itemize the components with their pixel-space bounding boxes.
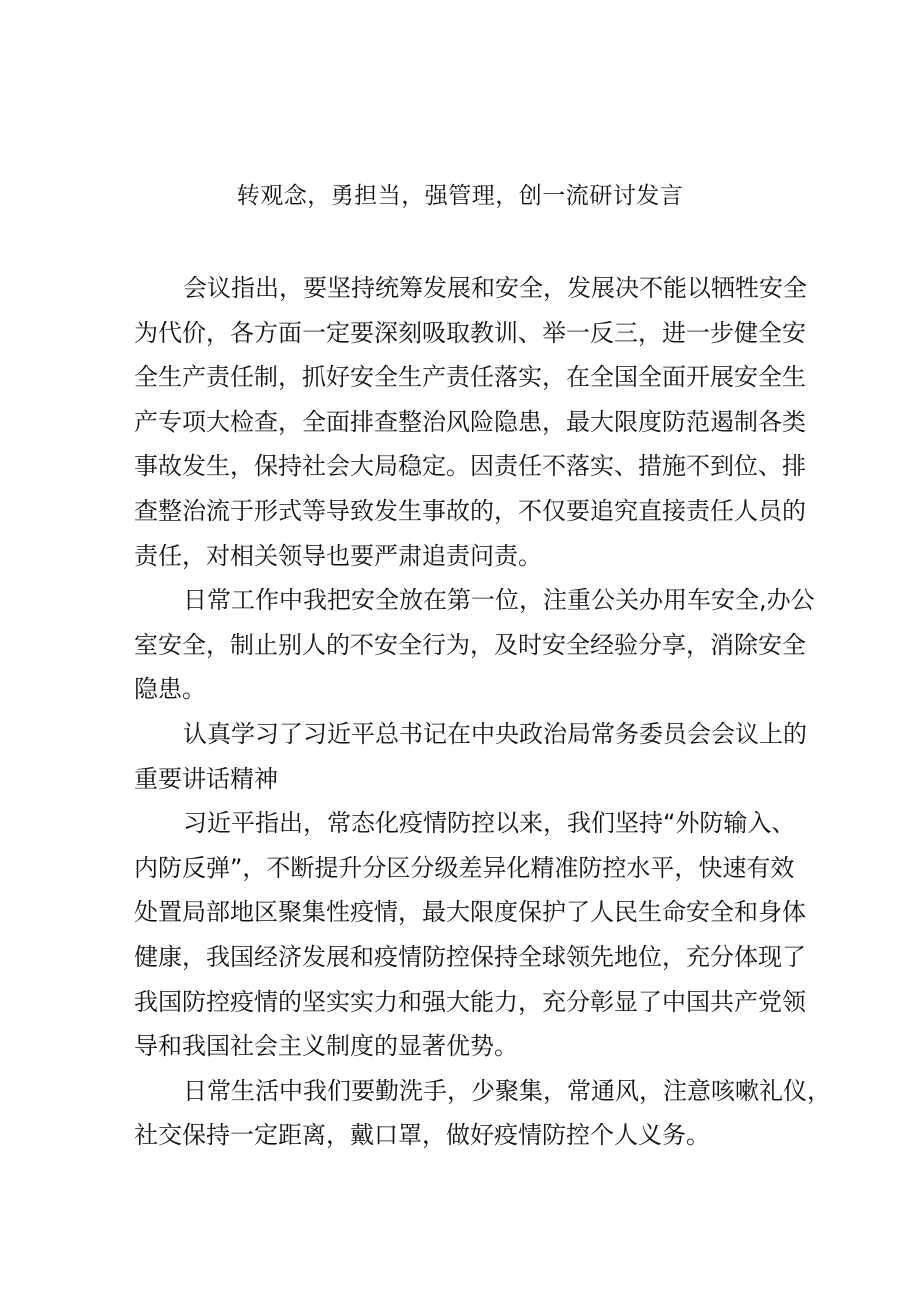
text-line: 内防反弹”，不断提升分区分级差异化精准防控水平，快速有效	[134, 853, 795, 882]
text-line: 责任，对相关领导也要严肃追责问责。	[134, 541, 542, 570]
document-title: 转观念，勇担当，强管理，创一流研讨发言	[236, 183, 684, 209]
text-line: 我国防控疫情的坚实实力和强大能力，充分彰显了中国共产党领	[134, 987, 806, 1016]
text-line: 导和我国社会主义制度的显著优势。	[134, 1032, 518, 1061]
text-line: 日常工作中我把安全放在第一位，注重公关办用车安全,办公	[183, 586, 815, 615]
text-line: 日常生活中我们要勤洗手，少聚集，常通风，注意咳嗽礼仪，	[183, 1076, 831, 1105]
text-line: 事故发生，保持社会大局稳定。因责任不落实、措施不到位、排	[134, 452, 806, 481]
text-line: 室安全，制止别人的不安全行为，及时安全经验分享，消除安全	[134, 630, 806, 659]
text-line: 认真学习了习近平总书记在中央政治局常务委员会会议上的	[183, 719, 807, 748]
paragraph-1	[134, 266, 814, 578]
paragraph-3	[134, 712, 814, 801]
text-line: 隐患。	[134, 675, 206, 704]
text-line: 会议指出，要坚持统筹发展和安全，发展决不能以牺牲安全	[183, 274, 807, 302]
text-line: 处置局部地区聚集性疫情，最大限度保护了人民生命安全和身体	[134, 898, 806, 927]
text-line: 查整治流于形式等导致发生事故的，不仅要追究直接责任人员的	[134, 496, 806, 525]
text-line: 产专项大检查，全面排查整治风险隐患，最大限度防范遏制各类	[134, 407, 806, 436]
text-line: 健康，我国经济发展和疫情防控保持全球领先地位，充分体现了	[134, 942, 806, 971]
paragraph-2	[134, 578, 814, 712]
text-line: 重要讲话精神	[134, 764, 278, 793]
document-body	[134, 266, 831, 1158]
text-line: 为代价，各方面一定要深刻吸取教训、举一反三，进一步健全安	[134, 318, 806, 347]
text-line: 习近平指出，常态化疫情防控以来，我们坚持“外防输入、	[183, 809, 796, 838]
paragraph-4	[134, 801, 814, 1069]
text-line: 全生产责任制，抓好安全生产责任落实，在全国全面开展安全生	[134, 363, 806, 392]
text-line: 社交保持一定距离，戴口罩，做好疫情防控个人义务。	[134, 1121, 710, 1150]
paragraph-5	[134, 1069, 831, 1158]
